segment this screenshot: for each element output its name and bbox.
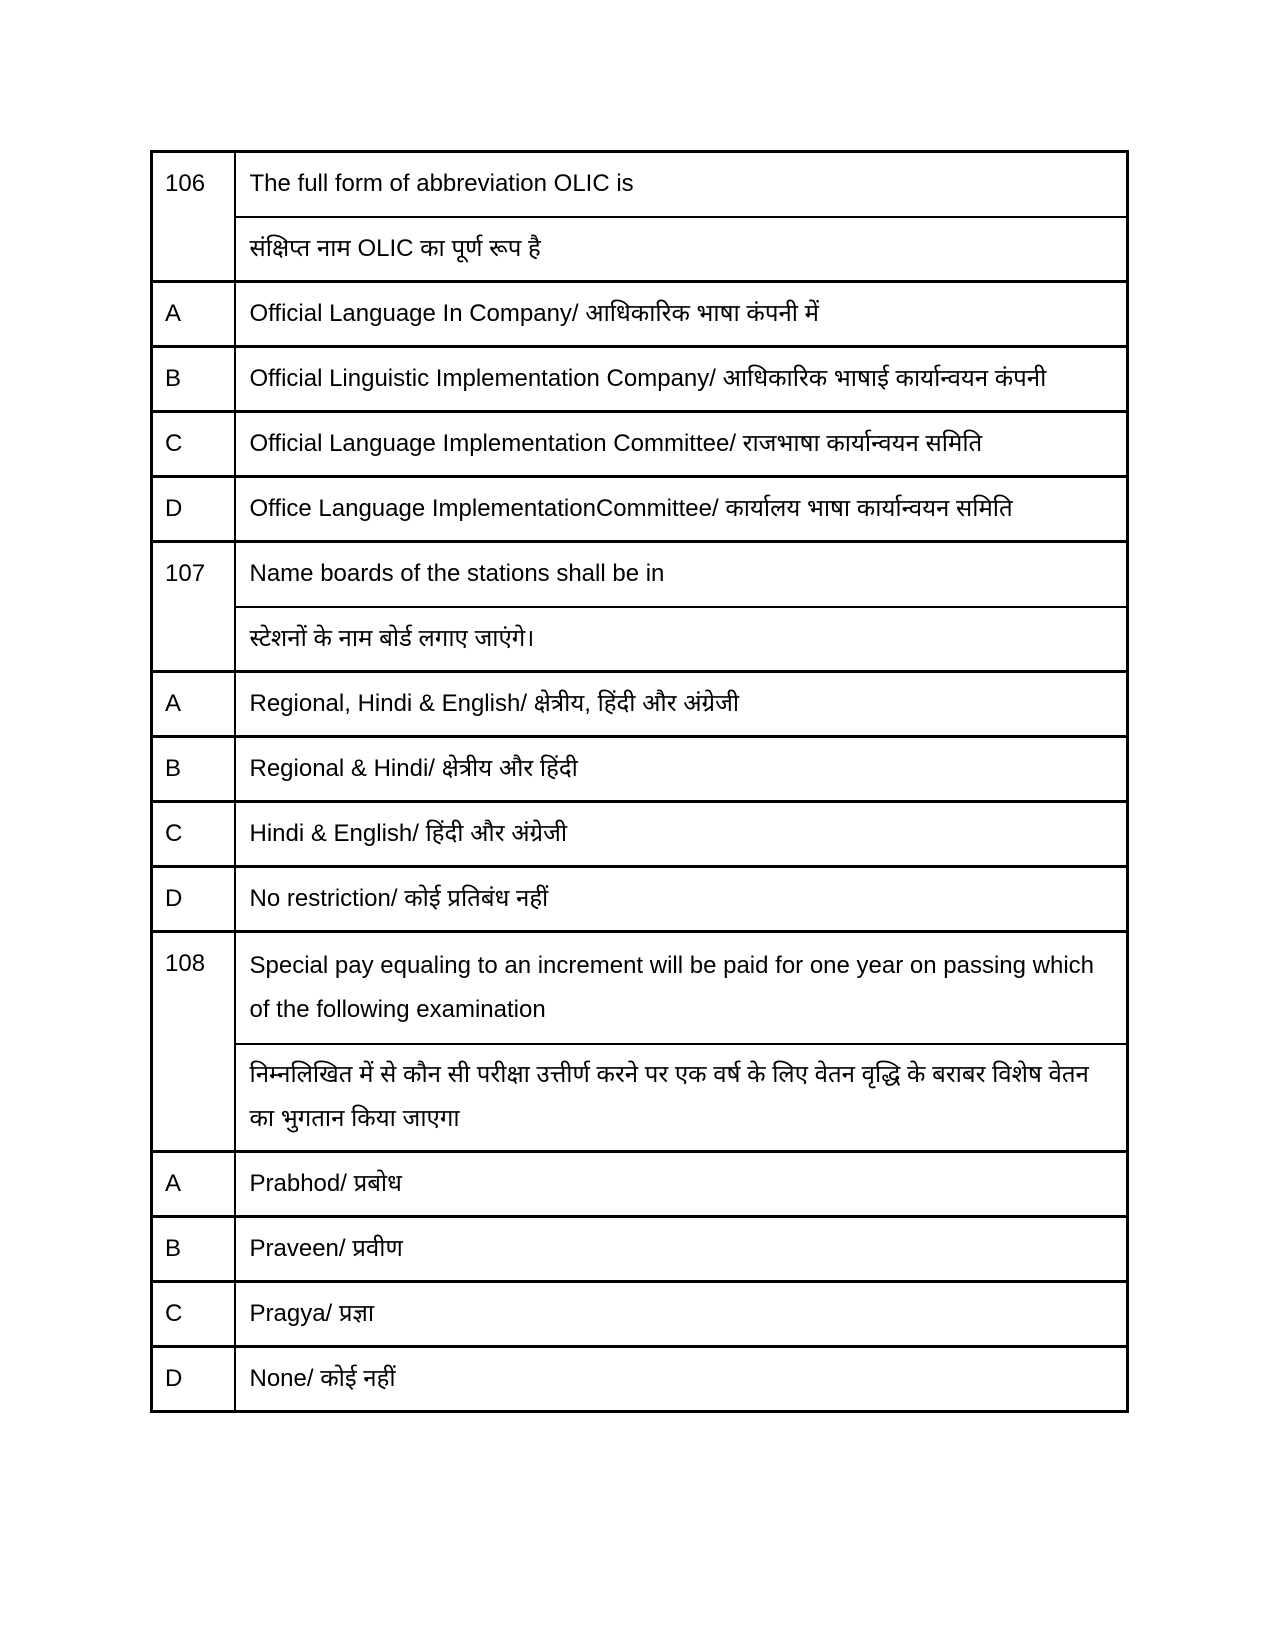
question-number: 108	[152, 932, 235, 1152]
question-row-en	[152, 152, 1128, 217]
option-text: Official Linguistic Implementation Company/ आधिकारिक भाषाई कार्यान्वयन कंपनी	[235, 347, 1128, 412]
option-text: Office Language ImplementationCommittee/ कार्यालय भाषा कार्यान्वयन समिति	[235, 477, 1128, 542]
questions-table	[150, 150, 1129, 1413]
option-text: No restriction/ कोई प्रतिबंध नहीं	[235, 867, 1128, 932]
option-letter: B	[152, 1217, 235, 1282]
option-row	[152, 1347, 1128, 1412]
option-letter: C	[152, 802, 235, 867]
option-row	[152, 867, 1128, 932]
option-letter: B	[152, 737, 235, 802]
question-text-en: Special pay equaling to an increment will be paid for one year on passing which of the following examination	[235, 932, 1128, 1044]
option-text: Praveen/ प्रवीण	[235, 1217, 1128, 1282]
option-letter: C	[152, 1282, 235, 1347]
option-row	[152, 1152, 1128, 1217]
option-text: Hindi & English/ हिंदी और अंग्रेजी	[235, 802, 1128, 867]
option-text: Prabhod/ प्रबोध	[235, 1152, 1128, 1217]
question-row-hi	[152, 607, 1128, 672]
option-letter: A	[152, 1152, 235, 1217]
question-text-hi: स्टेशनों के नाम बोर्ड लगाए जाएंगे।	[235, 607, 1128, 672]
question-number: 106	[152, 152, 235, 282]
question-text-en: Name boards of the stations shall be in	[235, 542, 1128, 607]
option-row	[152, 412, 1128, 477]
option-row	[152, 282, 1128, 347]
option-row	[152, 1217, 1128, 1282]
option-row	[152, 672, 1128, 737]
option-text: Pragya/ प्रज्ञा	[235, 1282, 1128, 1347]
question-row-hi	[152, 1044, 1128, 1152]
option-row	[152, 737, 1128, 802]
question-row-en	[152, 932, 1128, 1044]
option-row	[152, 477, 1128, 542]
option-text: None/ कोई नहीं	[235, 1347, 1128, 1412]
option-letter: A	[152, 672, 235, 737]
option-letter: B	[152, 347, 235, 412]
option-row	[152, 1282, 1128, 1347]
option-text: Official Language In Company/ आधिकारिक भाषा कंपनी में	[235, 282, 1128, 347]
question-text-hi: संक्षिप्त नाम OLIC का पूर्ण रूप है	[235, 217, 1128, 282]
option-text: Official Language Implementation Committee/ राजभाषा कार्यान्वयन समिति	[235, 412, 1128, 477]
option-letter: D	[152, 477, 235, 542]
question-number: 107	[152, 542, 235, 672]
option-row	[152, 347, 1128, 412]
option-letter: D	[152, 1347, 235, 1412]
option-row	[152, 802, 1128, 867]
option-letter: A	[152, 282, 235, 347]
option-text: Regional, Hindi & English/ क्षेत्रीय, हिंदी और अंग्रेजी	[235, 672, 1128, 737]
option-letter: D	[152, 867, 235, 932]
question-row-hi	[152, 217, 1128, 282]
option-letter: C	[152, 412, 235, 477]
question-text-hi: निम्नलिखित में से कौन सी परीक्षा उत्तीर्ण करने पर एक वर्ष के लिए वेतन वृद्धि के बराबर विशेष वेतन का भुगतान किया जाएगा	[235, 1044, 1128, 1152]
question-row-en	[152, 542, 1128, 607]
question-text-en: The full form of abbreviation OLIC is	[235, 152, 1128, 217]
option-text: Regional & Hindi/ क्षेत्रीय और हिंदी	[235, 737, 1128, 802]
